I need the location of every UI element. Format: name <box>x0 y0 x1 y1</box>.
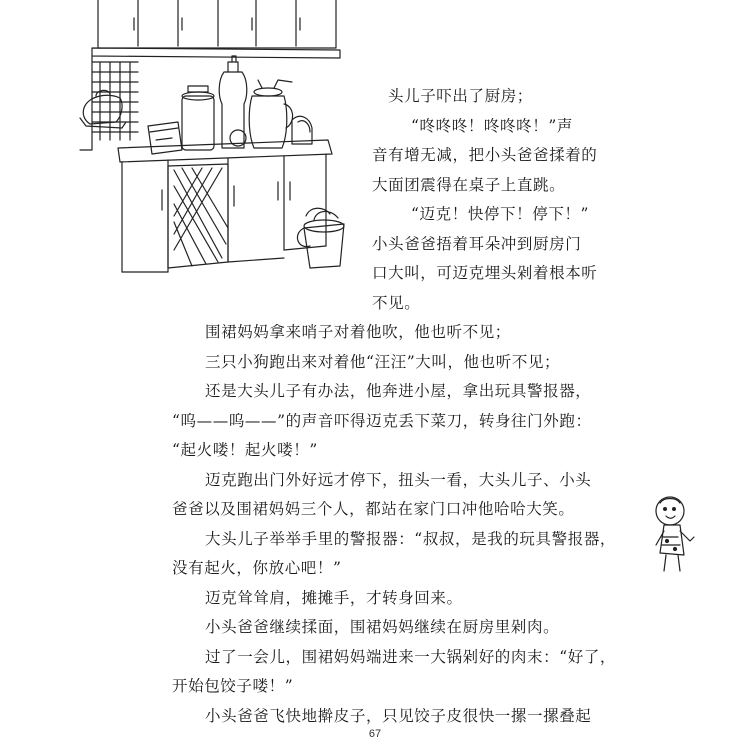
child-figure-illustration <box>650 493 712 575</box>
text-line: 爸爸以及围裙妈妈三个人，都站在家门口冲他哈哈大笑。 <box>172 500 575 518</box>
text-line: 头儿子吓出了厨房； <box>388 87 533 105</box>
text-line: 音有增无减，把小头爸爸揉着的 <box>372 146 598 164</box>
kitchen-cupboard-illustration <box>78 0 348 282</box>
text-line: 大头儿子举举手里的警报器：“叔叔，是我的玩具警报器， <box>205 530 617 548</box>
text-line: 口大叫，可迈克埋头剁着根本听 <box>372 264 598 282</box>
text-line: “起火喽！起火喽！” <box>172 441 318 459</box>
text-line: 小头爸爸捂着耳朵冲到厨房门 <box>372 235 582 253</box>
text-line: 大面团震得在桌子上直跳。 <box>372 176 566 194</box>
text-line: 迈克跑出门外好远才停下，扭头一看，大头儿子、小头 <box>205 471 592 489</box>
text-line: 三只小狗跑出来对着他“汪汪”大叫，他也听不见； <box>205 353 561 371</box>
text-line: 迈克耸耸肩，摊摊手，才转身回来。 <box>205 589 463 607</box>
text-line: 小头爸爸继续揉面，围裙妈妈继续在厨房里剁肉。 <box>205 618 560 636</box>
page-number: 67 <box>368 728 382 740</box>
text-line: 围裙妈妈拿来哨子对着他吹，他也听不见； <box>205 323 511 341</box>
text-line: 开始包饺子喽！” <box>172 677 294 695</box>
text-line: 还是大头儿子有办法，他奔进小屋，拿出玩具警报器， <box>205 382 592 400</box>
text-line: “迈克！快停下！停下！” <box>411 205 590 223</box>
text-line: “咚咚咚！咚咚咚！”声 <box>411 117 573 135</box>
text-line: 小头爸爸飞快地擀皮子，只见饺子皮很快一摞一摞叠起 <box>205 707 592 725</box>
text-line: “呜——呜——”的声音吓得迈克丢下菜刀，转身往门外跑： <box>172 412 592 430</box>
text-line: 没有起火，你放心吧！” <box>172 559 342 577</box>
text-line: 过了一会儿，围裙妈妈端进来一大锅剁好的肉末：“好了， <box>205 648 617 666</box>
text-line: 不见。 <box>372 294 421 312</box>
